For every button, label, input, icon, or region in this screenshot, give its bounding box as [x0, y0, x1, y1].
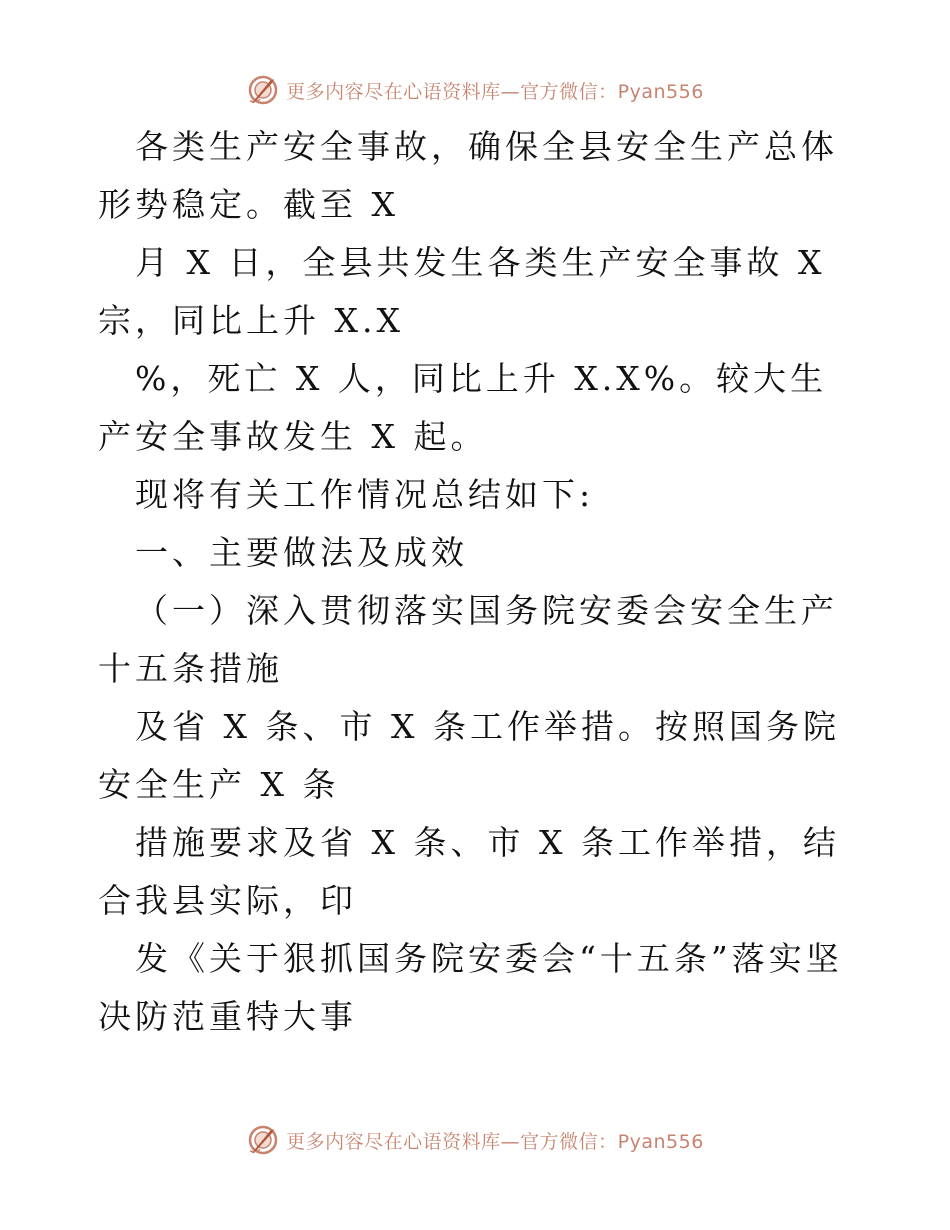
paragraph-1: 各类生产安全事故，确保全县安全生产总体形势稳定。截至 X [98, 127, 838, 224]
paragraph-2: 月 X 日，全县共发生各类生产安全事故 X 宗，同比上升 X.X [98, 243, 826, 340]
section-heading: 一、主要做法及成效 [135, 533, 468, 572]
watermark-text: 更多内容尽在心语资料库—官方微信：Pyan556 [286, 80, 704, 103]
paragraph-9: 发《关于狠抓国务院安委会“十五条”落实坚决防范重特大事 [98, 939, 843, 1036]
paragraph-7: 及省 X 条、市 X 条工作举措。按照国务院安全生产 X 条 [98, 707, 840, 804]
paragraph-4: 现将有关工作情况总结如下: [135, 475, 595, 514]
paragraph-8: 措施要求及省 X 条、市 X 条工作举措，结合我县实际，印 [98, 823, 840, 920]
document-body [98, 118, 858, 1046]
subsection-heading: （一）深入贯彻落实国务院安委会安全生产十五条措施 [98, 591, 838, 688]
quill-pen-logo-icon [246, 1123, 280, 1157]
header-watermark [0, 70, 950, 110]
watermark-text: 更多内容尽在心语资料库—官方微信：Pyan556 [286, 1130, 704, 1153]
footer-watermark [0, 1120, 950, 1160]
paragraph-3: %，死亡 X 人，同比上升 X.X%。较大生产安全事故发生 X 起。 [98, 359, 828, 456]
quill-pen-logo-icon [246, 73, 280, 107]
